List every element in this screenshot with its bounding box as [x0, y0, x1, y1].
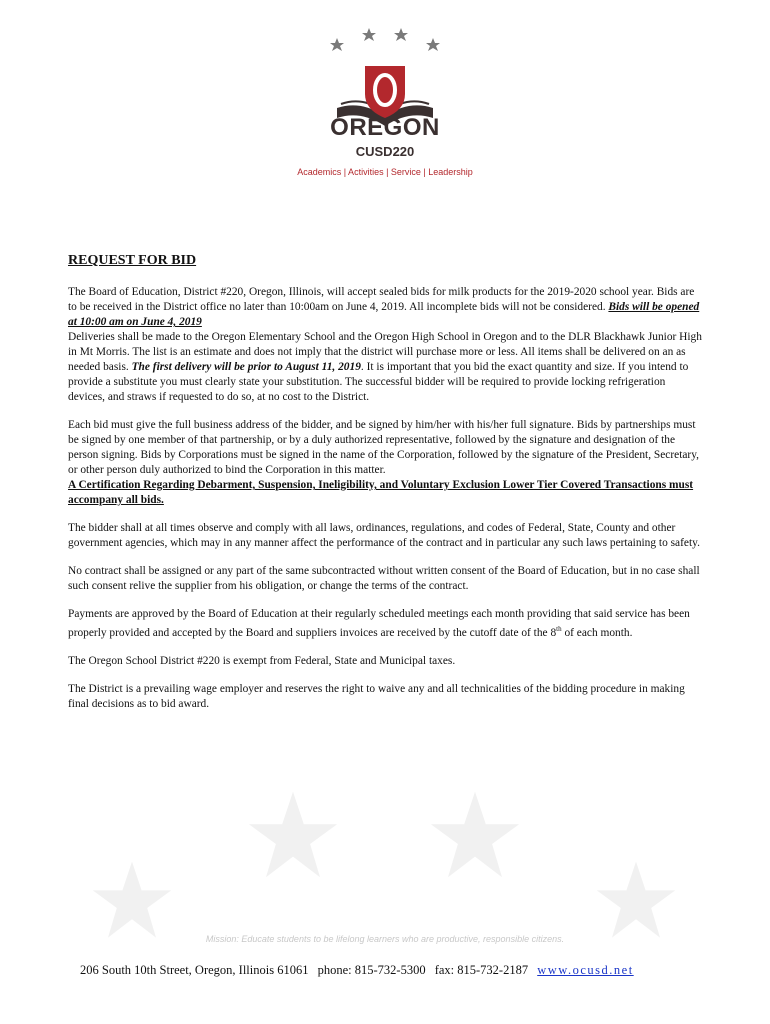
footer-contact: [80, 963, 700, 978]
district-logo: [275, 26, 495, 186]
website-link[interactable]: www.ocusd.net: [537, 963, 634, 977]
paragraph-prevailing-wage: The District is a prevailing wage employer and reserves the right to waive any and all technicalities of the bidding procedure in making final decisions as to bid award.: [68, 682, 685, 710]
certification-notice: A Certification Regarding Debarment, Suspension, Ineligibility, and Voluntary Exclusion Lower Tier Covered Transactions must accompany all bids.: [68, 479, 694, 506]
document-body: [68, 285, 704, 725]
watermark-star-icon: [430, 790, 520, 880]
paragraph-bid-intro: [68, 285, 704, 405]
paragraph-payments: [68, 607, 704, 641]
payments-text: Payments are approved by the Board of Education at their regularly scheduled meetings each month providing that said service has been properly provided and accepted by the Board and suppliers invoices are received by the cutoff date of the 8: [68, 608, 690, 639]
footer-fax: fax: 815-732-2187: [434, 963, 529, 977]
first-delivery-notice: The first delivery will be prior to August 11, 2019: [131, 361, 361, 373]
paragraph-assignment: No contract shall be assigned or any part of the same subcontracted without written consent of the Board of Education, but in no case shall such consent relive the supplier from his obligation, or change the terms of the contract.: [68, 565, 700, 592]
substitution-text: . It is important that you bid the exact quantity and size. If you intend to provide a substitute you must clearly state your substitution. The successful bidder will be required to provide locking refrigeration devices, and straws if requested to do so, at no cost to the District.: [68, 361, 689, 403]
footer-phone: phone: 815-732-5300: [317, 963, 426, 977]
bid-opening-notice: Bids will be opened at 10:00 am on June 4, 2019: [68, 301, 700, 328]
logo-tagline: Academics | Activities | Service | Leadership: [297, 167, 473, 177]
ordinal-suffix: th: [556, 625, 562, 633]
paragraph-compliance: The bidder shall at all times observe and comply with all laws, ordinances, regulations, and codes of Federal, State, County and other government agencies, which may in any manner affect the performance of the contract and in particular any such laws pertaining to safety.: [68, 522, 700, 549]
watermark-star-icon: [596, 860, 676, 940]
logo-subtitle: CUSD220: [355, 144, 415, 159]
watermark-star-icon: [248, 790, 338, 880]
bid-intro-text: The Board of Education, District #220, Oregon, Illinois, will accept sealed bids for milk products for the 2019-2020 school year. Bids are to be received in the District office no later than 10:00am on June 4, 2019. All incomplete bids will not be considered.: [68, 286, 695, 313]
footer-address: 206 South 10th Street, Oregon, Illinois 61061: [80, 963, 309, 977]
paragraph-signature: [68, 418, 704, 508]
delivery-text: Deliveries shall be made to the Oregon Elementary School and the Oregon High School in Oregon and to the DLR Blackhawk Junior High in Mt Morris. The list is an estimate and does not imply that the district will purchase more or less. All items shall be delivered on an as needed basis.: [68, 331, 702, 373]
mission-statement: Mission: Educate students to be lifelong learners who are productive, responsible citizens.: [205, 934, 565, 944]
payments-text-end: of each month.: [561, 626, 633, 639]
signature-text: Each bid must give the full business address of the bidder, and be signed by him/her with his/her full signature. Bids by partnerships must be signed by one member of that partnership, or by a duly authorized representative, followed by the signature and designation of the person signing. Bids by Corporations must be signed in the name of the Corporation, followed by the signature of the President, Secretary, or other person duly authorized to bind the Corporation in this matter.: [68, 419, 700, 476]
watermark-star-icon: [92, 860, 172, 940]
paragraph-tax-exempt: The Oregon School District #220 is exempt from Federal, State and Municipal taxes.: [68, 654, 456, 667]
logo-name: OREGON: [330, 114, 440, 141]
page-title: REQUEST FOR BID: [68, 253, 197, 268]
